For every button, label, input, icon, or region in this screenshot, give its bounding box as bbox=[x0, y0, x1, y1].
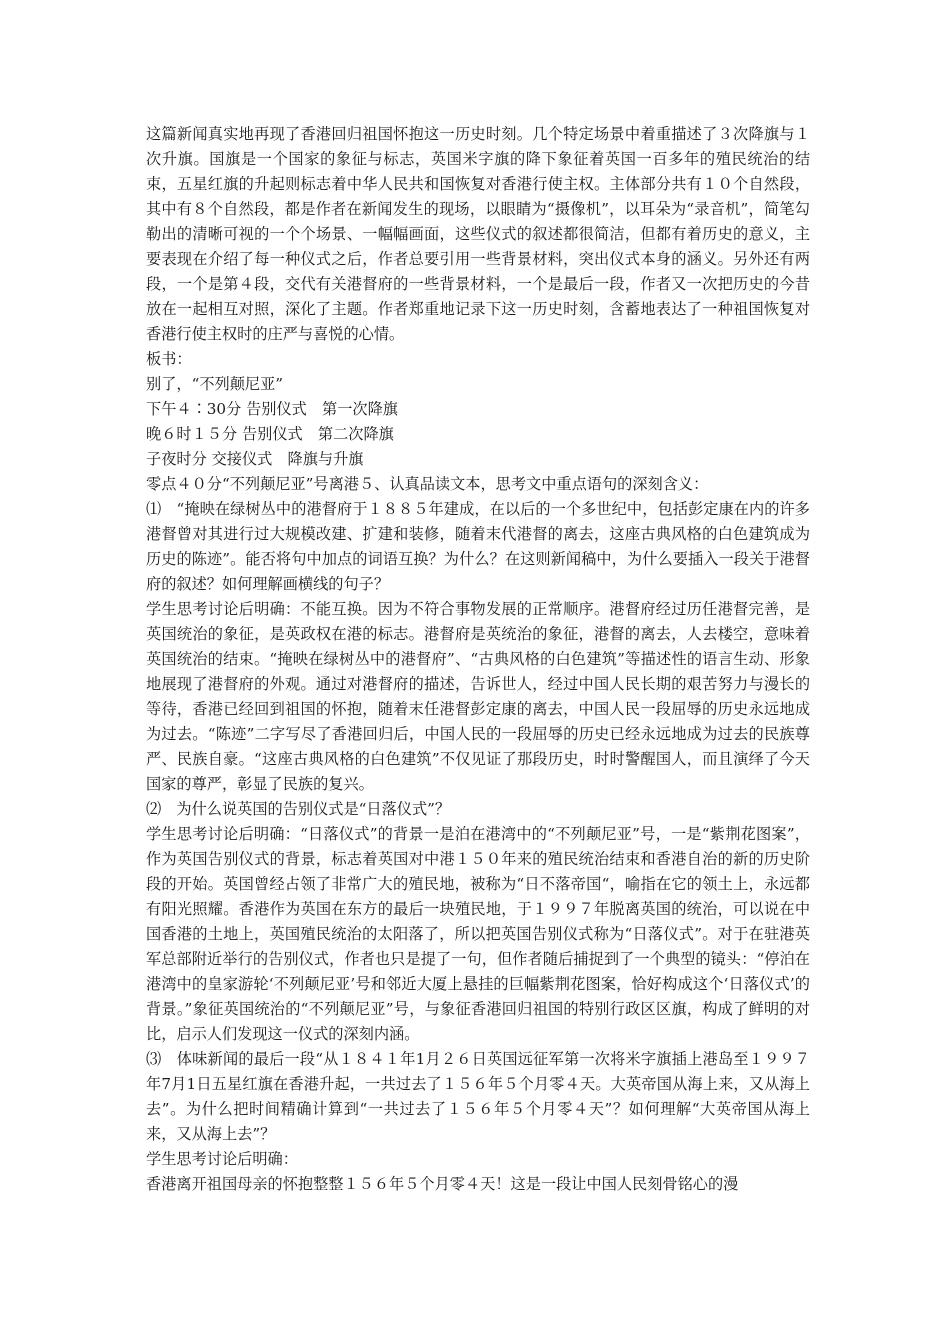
blackboard-line-4-and-task: 零点４０分“不列颠尼亚”号离港５、认真品读文本，思考文中重点语句的深刻含义： bbox=[146, 475, 709, 493]
blackboard-line-3: 子夜时分 交接仪式 降旗与升旗 bbox=[146, 450, 364, 468]
document-page bbox=[146, 122, 810, 1197]
answer-3-lead: 学生思考讨论后明确： bbox=[146, 1150, 298, 1168]
blackboard-line-2: 晚６时１５分 告别仪式 第二次降旗 bbox=[146, 425, 394, 443]
question-2: ⑵ 为什么说英国的告别仪式是“日落仪式”？ bbox=[146, 800, 451, 818]
answer-1: 学生思考讨论后明确：不能互换。因为不符合事物发展的正常顺序。港督府经过历任港督完善，是英国统治的象征，是英政权在港的标志。港督府是英统治的象征，港督的离去，人去楼空，意味着英国统治的结束。“掩映在绿树丛中的港督府”、“古典风格的白色建筑”等描述性的语言生动、形象地展现了港督府的外观。通过对港督府的描述，告诉世人，经过中国人民长期的艰苦努力与漫长的等待，香港已经回到祖国的怀抱，随着末任港督彭定康的离去，中国人民一段屈辱的历史永远地成为过去。“陈迹”二字写尽了香港回归后，中国人民的一段屈辱的历史已经永远地成为过去的民族尊严、民族自豪。“这座古典风格的白色建筑”不仅见证了那段历史，时时警醒国人，而且演绎了今天国家的尊严，彰显了民族的复兴。 bbox=[146, 600, 810, 793]
blackboard-line-1: 下午４∶30分 告别仪式 第一次降旗 bbox=[146, 400, 398, 418]
summary-paragraph: 这篇新闻真实地再现了香港回归祖国怀抱这一历史时刻。几个特定场景中着重描述了３次降旗与１次升旗。国旗是一个国家的象征与标志，英国米字旗的降下象征着英国一百多年的殖民统治的结束，五星红旗的升起则标志着中华人民共和国恢复对香港行使主权。主体部分共有１０个自然段，其中有８个自然段，都是作者在新闻发生的现场，以眼睛为“摄像机”，以耳朵为“录音机”，简笔勾勒出的清晰可视的一个个场景、一幅幅画面，这些仪式的叙述都很简洁，但都有着历史的意义，主要表现在介绍了每一种仪式之后，作者总要引用一些背景材料，突出仪式本身的涵义。另外还有两段，一个是第４段，交代有关港督府的一些背景材料，一个是最后一段，作者又一次把历史的今昔放在一起相互对照，深化了主题。作者郑重地记录下这一历史时刻，含蓄地表达了一种祖国恢复对香港行使主权时的庄严与喜悦的心情。 bbox=[146, 125, 810, 343]
answer-2: 学生思考讨论后明确：“日落仪式”的背景一是泊在港湾中的“不列颠尼亚”号，一是“紫荆花图案”，作为英国告别仪式的背景，标志着英国对中港１５０年来的殖民统治结束和香港自治的新的历史阶段的开始。英国曾经占领了非常广大的殖民地，被称为“日不落帝国“，喻指在它的领土上，永远都有阳光照耀。香港作为英国在东方的最后一块殖民地，于１９９７年脱离英国的统治，可以说在中国香港的土地上，英国殖民统治的太阳落了，所以把英国告别仪式称为“日落仪式”。对于在驻港英军总部附近举行的告别仪式，作者也只是提了一句，但作者随后捕捉到了一个典型的镜头：“停泊在港湾中的皇家游轮‘不列颠尼亚’号和邻近大厦上悬挂的巨幅紫荆花图案，恰好构成这个‘日落仪式’的背景。”象征英国统治的“不列颠尼亚”号，与象征香港回归祖国的特别行政区区旗，构成了鲜明的对比，启示人们发现这一仪式的深刻内涵。 bbox=[146, 825, 810, 1043]
question-3: ⑶ 体味新闻的最后一段“从１８４１年1月２６日英国远征军第一次将米字旗插上港岛至１９９７年7月1日五星红旗在香港升起，一共过去了１５６年５个月零４天。大英帝国从海上来，又从海上去”。为什么把时间精确计算到“一共过去了１５６年５个月零４天”？如何理解“大英帝国从海上来，又从海上去”？ bbox=[146, 1050, 810, 1143]
blackboard-heading: 板书： bbox=[146, 350, 192, 368]
question-1: ⑴ “掩映在绿树丛中的港督府于１８８５年建成，在以后的一个多世纪中，包括彭定康在内的许多港督曾对其进行过大规模改建、扩建和装修，随着末代港督的离去，这座古典风格的白色建筑成为历史的陈迹”。能否将句中加点的词语互换？为什么？在这则新闻稿中，为什么要插入一段关于港督府的叙述？如何理解画横线的句子？ bbox=[146, 500, 810, 593]
answer-3-text: 香港离开祖国母亲的怀抱整整１５６年５个月零４天！这是一段让中国人民刻骨铭心的漫 bbox=[146, 1175, 739, 1193]
blackboard-title: 别了，“不列颠尼亚” bbox=[146, 375, 284, 393]
